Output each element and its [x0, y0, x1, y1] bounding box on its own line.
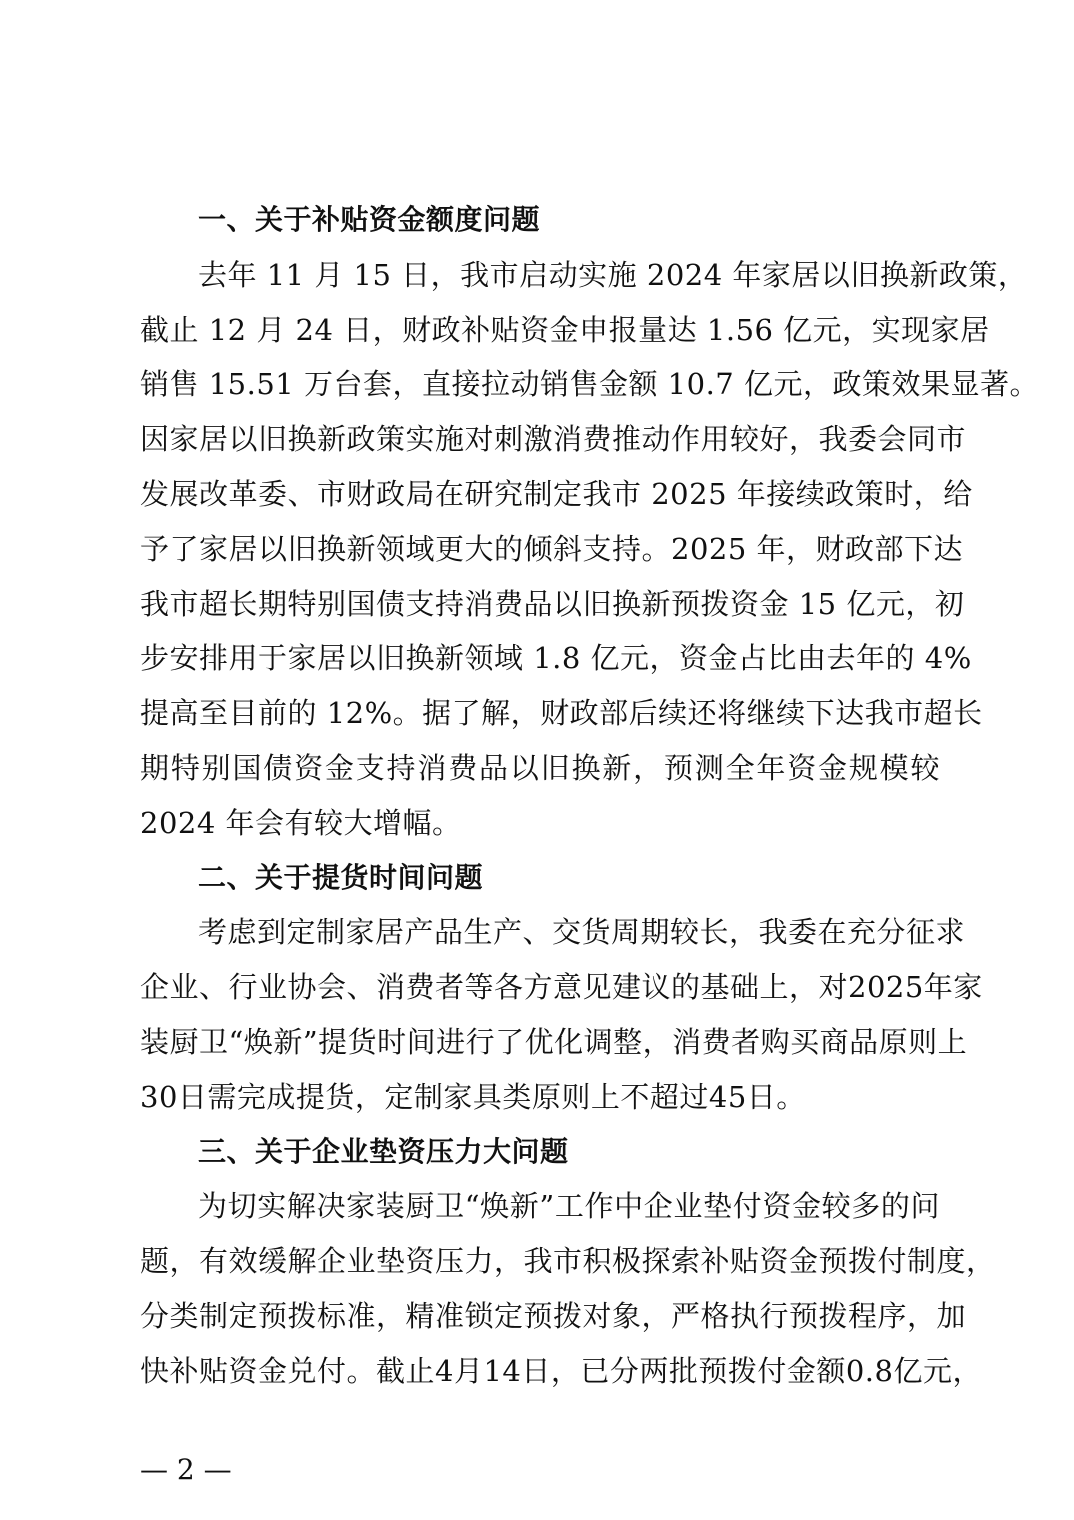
paragraph-line: 截止 12 月 24 日，财政补贴资金申报量达 1.56 亿元，实现家居: [140, 312, 990, 347]
section-heading-2: 二、关于提货时间问题: [198, 860, 484, 894]
paragraph-line: 装厨卫“焕新”提货时间进行了优化调整，消费者购买商品原则上: [140, 1024, 968, 1059]
document-body: [140, 193, 1039, 1399]
paragraph-line: 2024 年会有较大增幅。: [140, 805, 462, 840]
paragraph-line: 我市超长期特别国债支持消费品以旧换新预拨资金 15 亿元，初: [140, 586, 965, 621]
paragraph-line: 快补贴资金兑付。截止4月14日，已分两批预拨付金额0.8亿元，: [140, 1353, 982, 1388]
paragraph-line: 企业、行业协会、消费者等各方意见建议的基础上，对2025年家: [140, 970, 983, 1005]
paragraph-line: 因家居以旧换新政策实施对刺激消费推动作用较好，我委会同市: [140, 422, 967, 457]
paragraph-line: 为切实解决家装厨卫“焕新”工作中企业垫付资金较多的问: [198, 1189, 940, 1224]
paragraph-line: 步安排用于家居以旧换新领域 1.8 亿元，资金占比由去年的 4%: [140, 641, 972, 676]
section-heading-1: 一、关于补贴资金额度问题: [198, 203, 541, 236]
paragraph-line: 30日需完成提货，定制家具类原则上不超过45日。: [140, 1079, 806, 1114]
paragraph-line: 予了家居以旧换新领域更大的倾斜支持。2025 年，财政部下达: [140, 531, 964, 566]
paragraph-line: 发展改革委、市财政局在研究制定我市 2025 年接续政策时，给: [140, 476, 973, 511]
paragraph-line: 去年 11 月 15 日，我市启动实施 2024 年家居以旧换新政策，: [198, 257, 1028, 292]
paragraph-line: 提高至目前的 12%。据了解，财政部后续还将继续下达我市超长: [140, 696, 983, 731]
paragraph-line: 销售 15.51 万台套，直接拉动销售金额 10.7 亿元，政策效果显著。: [140, 367, 1039, 402]
paragraph-line: 分类制定预拨标准，精准锁定预拨对象，严格执行预拨程序，加: [140, 1298, 967, 1333]
paragraph-line: 期特别国债资金支持消费品以旧换新，预测全年资金规模较: [140, 750, 940, 785]
paragraph-line: 考虑到定制家居产品生产、交货周期较长，我委在充分征求: [198, 915, 966, 950]
paragraph-line: 题，有效缓解企业垫资压力，我市积极探索补贴资金预拨付制度，: [140, 1244, 996, 1279]
section-heading-3: 三、关于企业垫资压力大问题: [198, 1134, 569, 1168]
page-number: — 2 —: [140, 1453, 232, 1486]
